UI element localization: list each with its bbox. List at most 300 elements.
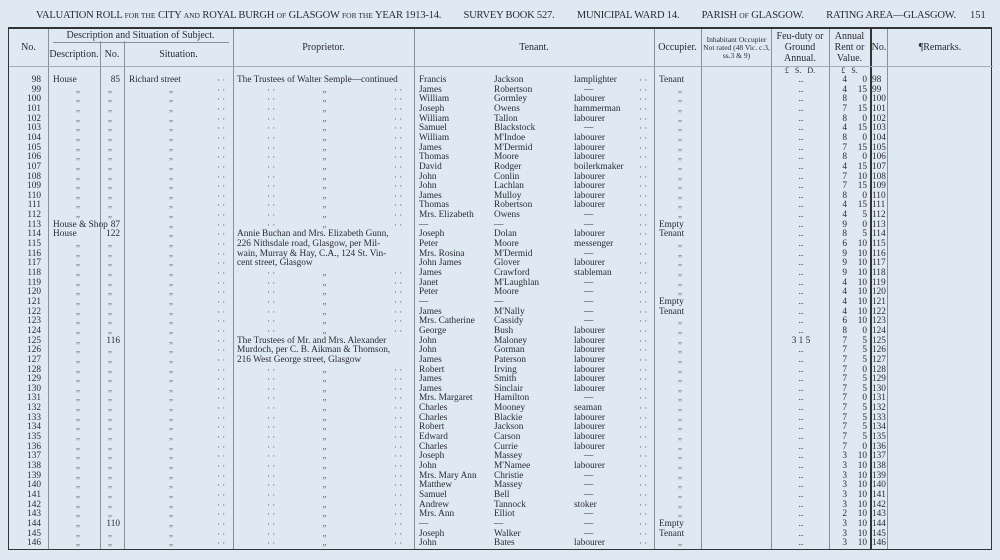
- occupier-status: „: [677, 113, 683, 124]
- row-number: 111: [27, 200, 41, 211]
- situation-leader-dots: · ·: [217, 75, 226, 85]
- rent-shillings: 5: [862, 229, 867, 240]
- situation: „: [168, 335, 174, 346]
- row-number: 142: [27, 499, 41, 510]
- street-number: „: [107, 374, 113, 385]
- tenant-surname: M'Dermid: [494, 248, 533, 259]
- street-number: „: [107, 123, 113, 134]
- rent-shillings: 5: [862, 354, 867, 365]
- tenant-leader-dots: · ·: [639, 287, 648, 298]
- rent-units: £ S.: [841, 66, 858, 75]
- description: „: [75, 451, 81, 462]
- row-number-right: 140: [872, 480, 886, 491]
- rent-pounds: 7: [842, 422, 847, 433]
- proprietor: „: [322, 403, 327, 414]
- proprietor-leader-dots: · ·: [267, 528, 276, 539]
- description: „: [75, 393, 81, 404]
- situation-leader-dots: · ·: [217, 268, 226, 278]
- situation-leader-dots: · ·: [217, 374, 226, 385]
- rent-shillings: 15: [857, 84, 867, 95]
- tenant-surname: Mulloy: [494, 190, 522, 201]
- street-number: „: [107, 171, 113, 182]
- situation-leader-dots: · ·: [217, 181, 226, 192]
- feu-duty: ..: [798, 258, 804, 269]
- situation: „: [168, 316, 174, 327]
- street-number: „: [107, 287, 113, 298]
- tenant-occupation: —: [584, 277, 594, 288]
- tenant-occupation: messenger: [574, 239, 614, 250]
- tenant-surname: Rodger: [494, 161, 522, 172]
- header-description: Description.: [49, 48, 99, 60]
- description: „: [75, 248, 81, 259]
- tenant-surname: Massey: [494, 451, 523, 462]
- proprietor-leader-dots: · ·: [267, 268, 276, 278]
- tenant-surname: M'Namee: [494, 461, 531, 471]
- proprietor-leader-dots: · ·: [267, 451, 276, 462]
- rent-shillings: 10: [857, 171, 867, 182]
- description: „: [75, 171, 81, 182]
- row-number-right: 145: [872, 528, 886, 539]
- occupier-status: „: [677, 364, 683, 375]
- heading-text: CITY: [157, 10, 182, 21]
- tenant-surname: Moore: [494, 152, 519, 163]
- occupier-status: „: [677, 123, 683, 134]
- tenant-first-name: John: [419, 181, 437, 192]
- tenant-first-name: James: [419, 354, 442, 365]
- tenant-leader-dots: · ·: [639, 142, 648, 153]
- rent-shillings: 10: [857, 268, 867, 278]
- tenant-occupation: labourer: [574, 113, 605, 124]
- proprietor-leader-dots: · ·: [394, 84, 403, 95]
- rent-pounds: 4: [842, 296, 847, 307]
- tenant-occupation: —: [584, 248, 594, 259]
- tenant-leader-dots: · ·: [639, 113, 648, 124]
- tenant-first-name: David: [419, 161, 442, 172]
- tenant-leader-dots: · ·: [639, 354, 648, 365]
- feu-duty: 3 1 5: [791, 335, 811, 346]
- row-number-right: 109: [872, 181, 886, 192]
- row-number: 131: [27, 393, 41, 404]
- proprietor: Annie Buchan and Mrs. Elizabeth Gunn,: [237, 229, 389, 240]
- situation: „: [168, 393, 174, 404]
- occupier-status: „: [677, 277, 683, 288]
- tenant-surname: Gormley: [494, 94, 528, 105]
- situation: „: [168, 441, 174, 452]
- rent-shillings: 10: [857, 277, 867, 288]
- header-tenant: Tenant.: [519, 42, 549, 53]
- situation-leader-dots: · ·: [217, 364, 226, 375]
- street-number: 110: [106, 518, 120, 529]
- situation-leader-dots: · ·: [217, 210, 226, 221]
- rent-shillings: 10: [857, 509, 867, 520]
- proprietor-leader-dots: · ·: [394, 461, 403, 471]
- tenant-first-name: Samuel: [419, 123, 447, 134]
- occupier-status: „: [677, 248, 683, 259]
- row-number: 136: [27, 441, 41, 452]
- tenant-surname: Lachlan: [494, 181, 524, 192]
- situation: „: [168, 229, 174, 240]
- feu-duty: ..: [798, 287, 804, 298]
- feu-duty: ..: [798, 268, 804, 278]
- tenant-first-name: Mrs. Catherine: [419, 316, 475, 327]
- proprietor-leader-dots: · ·: [394, 499, 403, 510]
- tenant-leader-dots: · ·: [639, 345, 648, 356]
- row-number-right: 112: [872, 210, 886, 221]
- street-number: 116: [106, 335, 120, 346]
- situation: „: [168, 200, 174, 211]
- street-number: „: [107, 142, 113, 153]
- feu-duty: ..: [798, 528, 804, 539]
- tenant-first-name: Joseph: [419, 229, 445, 240]
- tenant-occupation: labourer: [574, 374, 605, 385]
- occupier-status: „: [677, 239, 683, 250]
- proprietor: „: [322, 161, 327, 172]
- situation-leader-dots: · ·: [217, 171, 226, 182]
- situation-leader-dots: · ·: [217, 277, 226, 288]
- tenant-leader-dots: · ·: [639, 374, 648, 385]
- street-number: „: [107, 316, 113, 327]
- occupier-status: „: [677, 171, 683, 182]
- tenant-leader-dots: · ·: [639, 480, 648, 491]
- rent-pounds: 7: [842, 364, 847, 375]
- feu-duty: ..: [798, 181, 804, 192]
- tenant-occupation: hammerman: [574, 103, 621, 114]
- feu-duty: ..: [798, 461, 804, 471]
- situation-leader-dots: · ·: [217, 345, 226, 356]
- description: „: [75, 325, 81, 336]
- proprietor-leader-dots: · ·: [267, 364, 276, 375]
- row-number: 133: [27, 412, 41, 423]
- description: „: [75, 239, 81, 250]
- occupier-status: „: [677, 422, 683, 433]
- proprietor-leader-dots: · ·: [394, 296, 403, 307]
- row-number-right: 134: [872, 422, 886, 433]
- occupier-status: „: [677, 268, 683, 278]
- tenant-surname: Blackstock: [494, 123, 536, 134]
- tenant-surname: Dolan: [494, 229, 517, 240]
- rent-pounds: 3: [842, 518, 847, 529]
- street-number: „: [107, 325, 113, 336]
- proprietor: „: [322, 518, 327, 529]
- occupier-status: Empty: [659, 518, 684, 529]
- street-number: „: [107, 412, 113, 423]
- tenant-leader-dots: · ·: [639, 412, 648, 423]
- row-number-right: 104: [872, 132, 886, 143]
- tenant-leader-dots: · ·: [639, 152, 648, 163]
- street-number: „: [107, 470, 113, 481]
- proprietor: „: [322, 383, 327, 394]
- proprietor-leader-dots: · ·: [267, 287, 276, 298]
- proprietor-leader-dots: · ·: [267, 403, 276, 414]
- occupier-status: „: [677, 152, 683, 163]
- proprietor-leader-dots: · ·: [267, 383, 276, 394]
- row-number: 138: [27, 461, 41, 471]
- tenant-surname: M'Indoe: [494, 132, 526, 143]
- description: House & Shop: [53, 219, 108, 230]
- proprietor: „: [322, 538, 327, 549]
- rent-shillings: 10: [857, 258, 867, 269]
- rent-pounds: 2: [842, 509, 847, 520]
- tenant-leader-dots: · ·: [639, 403, 648, 414]
- description: „: [75, 200, 81, 211]
- proprietor: „: [322, 528, 327, 539]
- rent-pounds: 9: [842, 268, 847, 278]
- proprietor: „: [322, 210, 327, 221]
- rent-pounds: 4: [842, 210, 847, 221]
- proprietor-leader-dots: · ·: [394, 325, 403, 336]
- occupier-status: „: [677, 451, 683, 462]
- tenant-occupation: labourer: [574, 258, 605, 269]
- tenant-occupation: lamplighter: [574, 75, 617, 85]
- street-number: „: [107, 132, 113, 143]
- row-number: 103: [27, 123, 41, 134]
- description: „: [75, 287, 81, 298]
- tenant-occupation: labourer: [574, 383, 605, 394]
- table-row: [9, 539, 993, 549]
- situation: „: [168, 306, 174, 317]
- tenant-first-name: Robert: [419, 364, 445, 375]
- occupier-status: „: [677, 499, 683, 510]
- row-number: 144: [27, 518, 41, 529]
- situation: „: [168, 171, 174, 182]
- occupier-status: „: [677, 354, 683, 365]
- situation-leader-dots: · ·: [217, 383, 226, 394]
- tenant-first-name: Thomas: [419, 200, 449, 211]
- rent-pounds: 3: [842, 470, 847, 481]
- tenant-first-name: Joseph: [419, 528, 445, 539]
- proprietor-leader-dots: · ·: [394, 200, 403, 211]
- heading-text: OF: [276, 11, 287, 20]
- proprietor-leader-dots: · ·: [267, 412, 276, 423]
- row-number: 113: [27, 219, 41, 230]
- tenant-occupation: —: [584, 509, 594, 520]
- row-number-right: 111: [872, 200, 886, 211]
- tenant-leader-dots: · ·: [639, 538, 648, 549]
- row-number-right: 115: [872, 239, 886, 250]
- row-number: 98: [31, 75, 41, 85]
- tenant-first-name: John: [419, 335, 437, 346]
- occupier-status: „: [677, 480, 683, 491]
- feu-duty: ..: [798, 84, 804, 95]
- street-number: „: [107, 422, 113, 433]
- feu-duty: ..: [798, 200, 804, 211]
- situation-leader-dots: · ·: [217, 219, 226, 230]
- street-number: „: [107, 190, 113, 201]
- feu-duty: ..: [798, 103, 804, 114]
- proprietor: „: [322, 171, 327, 182]
- street-number: „: [107, 258, 113, 269]
- street-number: „: [107, 103, 113, 114]
- proprietor-leader-dots: · ·: [267, 113, 276, 124]
- proprietor: „: [322, 393, 327, 404]
- feu-duty: ..: [798, 248, 804, 259]
- street-number: „: [107, 161, 113, 172]
- situation-leader-dots: · ·: [217, 142, 226, 153]
- row-number-right: 144: [872, 518, 886, 529]
- tenant-occupation: —: [584, 393, 594, 404]
- street-number: „: [107, 432, 113, 443]
- situation: „: [168, 325, 174, 336]
- occupier-status: „: [677, 335, 683, 346]
- rent-shillings: 0: [862, 152, 867, 163]
- row-number: 110: [27, 190, 41, 201]
- rent-pounds: 7: [842, 383, 847, 394]
- tenant-surname: Blackie: [494, 412, 523, 423]
- situation-leader-dots: · ·: [217, 393, 226, 404]
- row-number-right: 114: [872, 229, 886, 240]
- situation-leader-dots: · ·: [217, 239, 226, 250]
- proprietor: „: [322, 152, 327, 163]
- feu-duty: ..: [798, 441, 804, 452]
- tenant-first-name: Peter: [419, 287, 439, 298]
- tenant-surname: Bates: [494, 538, 515, 549]
- feu-duty: ..: [798, 538, 804, 549]
- tenant-leader-dots: · ·: [639, 210, 648, 221]
- description: „: [75, 190, 81, 201]
- row-number: 124: [27, 325, 41, 336]
- tenant-leader-dots: · ·: [639, 441, 648, 452]
- rent-pounds: 3: [842, 499, 847, 510]
- tenant-first-name: Samuel: [419, 489, 447, 500]
- tenant-first-name: George: [419, 325, 447, 336]
- tenant-leader-dots: · ·: [639, 518, 648, 529]
- tenant-surname: Jackson: [494, 75, 524, 85]
- row-number-right: 107: [872, 161, 886, 172]
- tenant-leader-dots: · ·: [639, 94, 648, 105]
- row-number-right: 110: [872, 190, 886, 201]
- proprietor-leader-dots: · ·: [267, 374, 276, 385]
- street-number: 85: [110, 75, 120, 85]
- situation: „: [168, 161, 174, 172]
- situation: „: [168, 142, 174, 153]
- tenant-occupation: labourer: [574, 181, 605, 192]
- tenant-leader-dots: · ·: [639, 200, 648, 211]
- description: „: [75, 383, 81, 394]
- tenant-occupation: labourer: [574, 335, 605, 346]
- proprietor-leader-dots: · ·: [267, 489, 276, 500]
- feu-duty: ..: [798, 152, 804, 163]
- situation-leader-dots: · ·: [217, 403, 226, 414]
- tenant-surname: Christie: [494, 470, 524, 481]
- row-number: 109: [27, 181, 41, 192]
- rent-shillings: 0: [862, 190, 867, 201]
- street-number: „: [107, 461, 113, 471]
- tenant-first-name: William: [419, 94, 450, 105]
- tenant-occupation: labourer: [574, 412, 605, 423]
- proprietor-leader-dots: · ·: [267, 210, 276, 221]
- street-number: „: [107, 345, 113, 356]
- proprietor-leader-dots: · ·: [394, 171, 403, 182]
- feu-duty: ..: [798, 94, 804, 105]
- tenant-occupation: —: [584, 84, 594, 95]
- tenant-occupation: seaman: [574, 403, 602, 414]
- header-number: No.: [104, 48, 120, 60]
- description: „: [75, 432, 81, 443]
- tenant-first-name: James: [419, 142, 442, 153]
- row-number: 99: [31, 84, 41, 95]
- street-number: „: [107, 354, 113, 365]
- proprietor-leader-dots: · ·: [394, 470, 403, 481]
- header-no-right: No.: [871, 42, 887, 53]
- row-number: 101: [27, 103, 41, 114]
- proprietor-leader-dots: · ·: [394, 306, 403, 317]
- rent-shillings: 10: [857, 461, 867, 471]
- description: „: [75, 94, 81, 105]
- description: „: [75, 132, 81, 143]
- rent-shillings: 5: [862, 345, 867, 356]
- proprietor-leader-dots: · ·: [394, 113, 403, 124]
- situation-leader-dots: · ·: [217, 538, 226, 549]
- situation-leader-dots: · ·: [217, 296, 226, 307]
- row-number: 135: [27, 432, 41, 443]
- tenant-first-name: Francis: [419, 75, 447, 85]
- situation-leader-dots: · ·: [217, 325, 226, 336]
- rent-pounds: 6: [842, 316, 847, 327]
- tenant-first-name: Edward: [419, 432, 448, 443]
- description: „: [75, 161, 81, 172]
- street-number: „: [107, 84, 113, 95]
- proprietor-leader-dots: · ·: [394, 132, 403, 143]
- situation: „: [168, 132, 174, 143]
- row-number-right: 139: [872, 470, 886, 481]
- situation: „: [168, 480, 174, 491]
- proprietor-leader-dots: · ·: [394, 190, 403, 201]
- street-number: „: [107, 113, 113, 124]
- proprietor-leader-dots: · ·: [267, 461, 276, 471]
- tenant-surname: M'Dermid: [494, 142, 533, 153]
- proprietor-leader-dots: · ·: [394, 142, 403, 153]
- street-number: „: [107, 499, 113, 510]
- street-number: „: [107, 239, 113, 250]
- description: House: [53, 229, 77, 240]
- proprietor: „: [322, 190, 327, 201]
- situation-leader-dots: · ·: [217, 470, 226, 481]
- occupier-status: „: [677, 325, 683, 336]
- feu-duty: ..: [798, 489, 804, 500]
- row-number: 107: [27, 161, 41, 172]
- row-number: 130: [27, 383, 41, 394]
- proprietor-leader-dots: · ·: [267, 480, 276, 491]
- tenant-leader-dots: · ·: [639, 161, 648, 172]
- situation: „: [168, 219, 174, 230]
- proprietor-leader-dots: · ·: [394, 383, 403, 394]
- proprietor: „: [322, 277, 327, 288]
- feu-units: £ S. D.: [784, 66, 816, 75]
- proprietor-leader-dots: · ·: [394, 489, 403, 500]
- proprietor-leader-dots: · ·: [394, 210, 403, 221]
- row-number-right: 126: [872, 345, 886, 356]
- situation: „: [168, 181, 174, 192]
- occupier-status: „: [677, 200, 683, 211]
- description: „: [75, 335, 81, 346]
- heading-parish: [702, 10, 804, 21]
- occupier-status: „: [677, 374, 683, 385]
- tenant-surname: Elliot: [494, 509, 515, 520]
- situation: „: [168, 470, 174, 481]
- row-number-right: 131: [872, 393, 886, 404]
- tenant-leader-dots: · ·: [639, 84, 648, 95]
- tenant-occupation: labourer: [574, 441, 605, 452]
- tenant-leader-dots: · ·: [639, 258, 648, 269]
- tenant-first-name: John: [419, 538, 437, 549]
- heading-text: YEAR 1913-14.: [374, 10, 442, 21]
- row-number: 112: [27, 210, 41, 221]
- proprietor-leader-dots: · ·: [267, 142, 276, 153]
- tenant-surname: —: [494, 296, 504, 307]
- tenant-leader-dots: · ·: [639, 181, 648, 192]
- row-number: 106: [27, 152, 41, 163]
- street-number: „: [107, 383, 113, 394]
